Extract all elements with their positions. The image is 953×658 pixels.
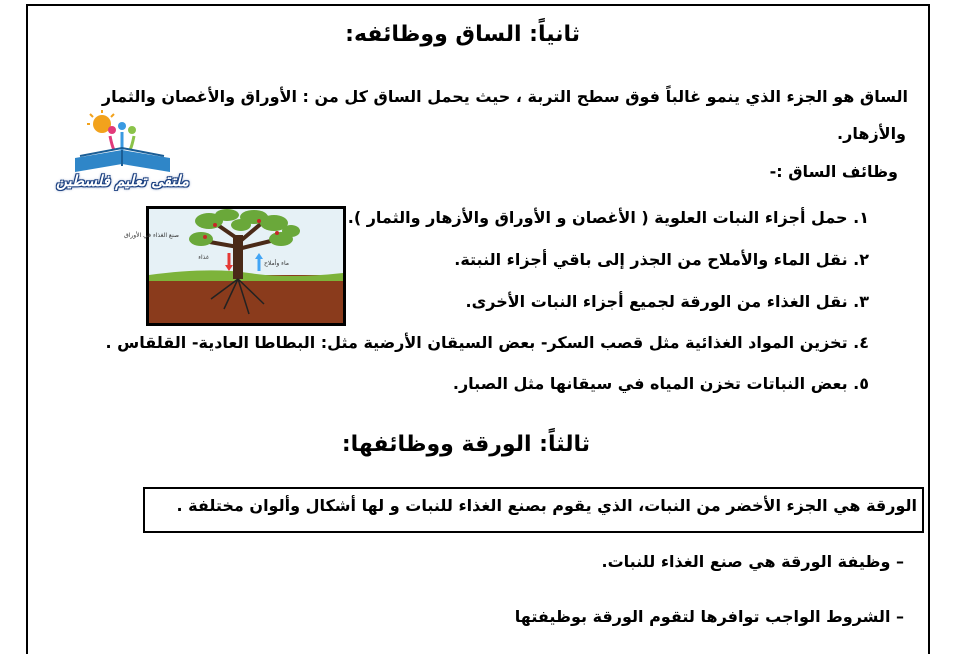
stem-diagram-image [124, 206, 346, 326]
function-item-5: ٥. بعض النباتات تخزن المياه في سيقانها مثل الصبار. [452, 374, 869, 393]
leaf-definition: الورقة هي الجزء الأخضر من النبات، الذي يقوم بصنع الغذاء للنبات و لها أشكال وألوان مختلفة . [176, 496, 917, 515]
leaf-point-2: – الشروط الواجب توافرها لتقوم الورقة بوظيفتها [514, 607, 904, 626]
tree-icon [124, 209, 343, 323]
intro-line-2: والأزهار. [837, 124, 906, 143]
svg-text:ماء وأملاح: ماء وأملاح [263, 260, 289, 267]
leaf-point-1: – وظيفة الورقة هي صنع الغذاء للنبات. [601, 552, 904, 571]
site-logo [40, 108, 205, 194]
functions-heading: وظائف الساق :- [769, 162, 898, 181]
section3-title: ثالثاً: الورقة ووظائفها: [341, 432, 590, 457]
function-item-3: ٣. نقل الغذاء من الورقة لجميع أجزاء النبات الأخرى. [465, 292, 869, 311]
function-item-2: ٢. نقل الماء والأملاح من الجذر إلى باقي أجزاء النبتة. [454, 250, 869, 269]
function-item-4: ٤. تخزين المواد الغذائية مثل قصب السكر- بعض السيقان الأرضية مثل: البطاطا العادية- القلقاس . [105, 333, 869, 352]
svg-text:غذاء: غذاء [198, 254, 209, 261]
logo-text: ملتقى تعليم فلسطين [56, 172, 189, 190]
svg-text:صنع الغذاء في الأوراق: صنع الغذاء في الأوراق [124, 232, 179, 239]
intro-line-1: الساق هو الجزء الذي ينمو غالباً فوق سطح التربة ، حيث يحمل الساق كل من : الأوراق والأغصان والثمار [101, 87, 908, 106]
section2-title: ثانياً: الساق ووظائفه: [345, 22, 580, 47]
function-item-1: ١. حمل أجزاء النبات العلوية ( الأغصان و الأوراق والأزهار والثمار ). [347, 208, 869, 227]
